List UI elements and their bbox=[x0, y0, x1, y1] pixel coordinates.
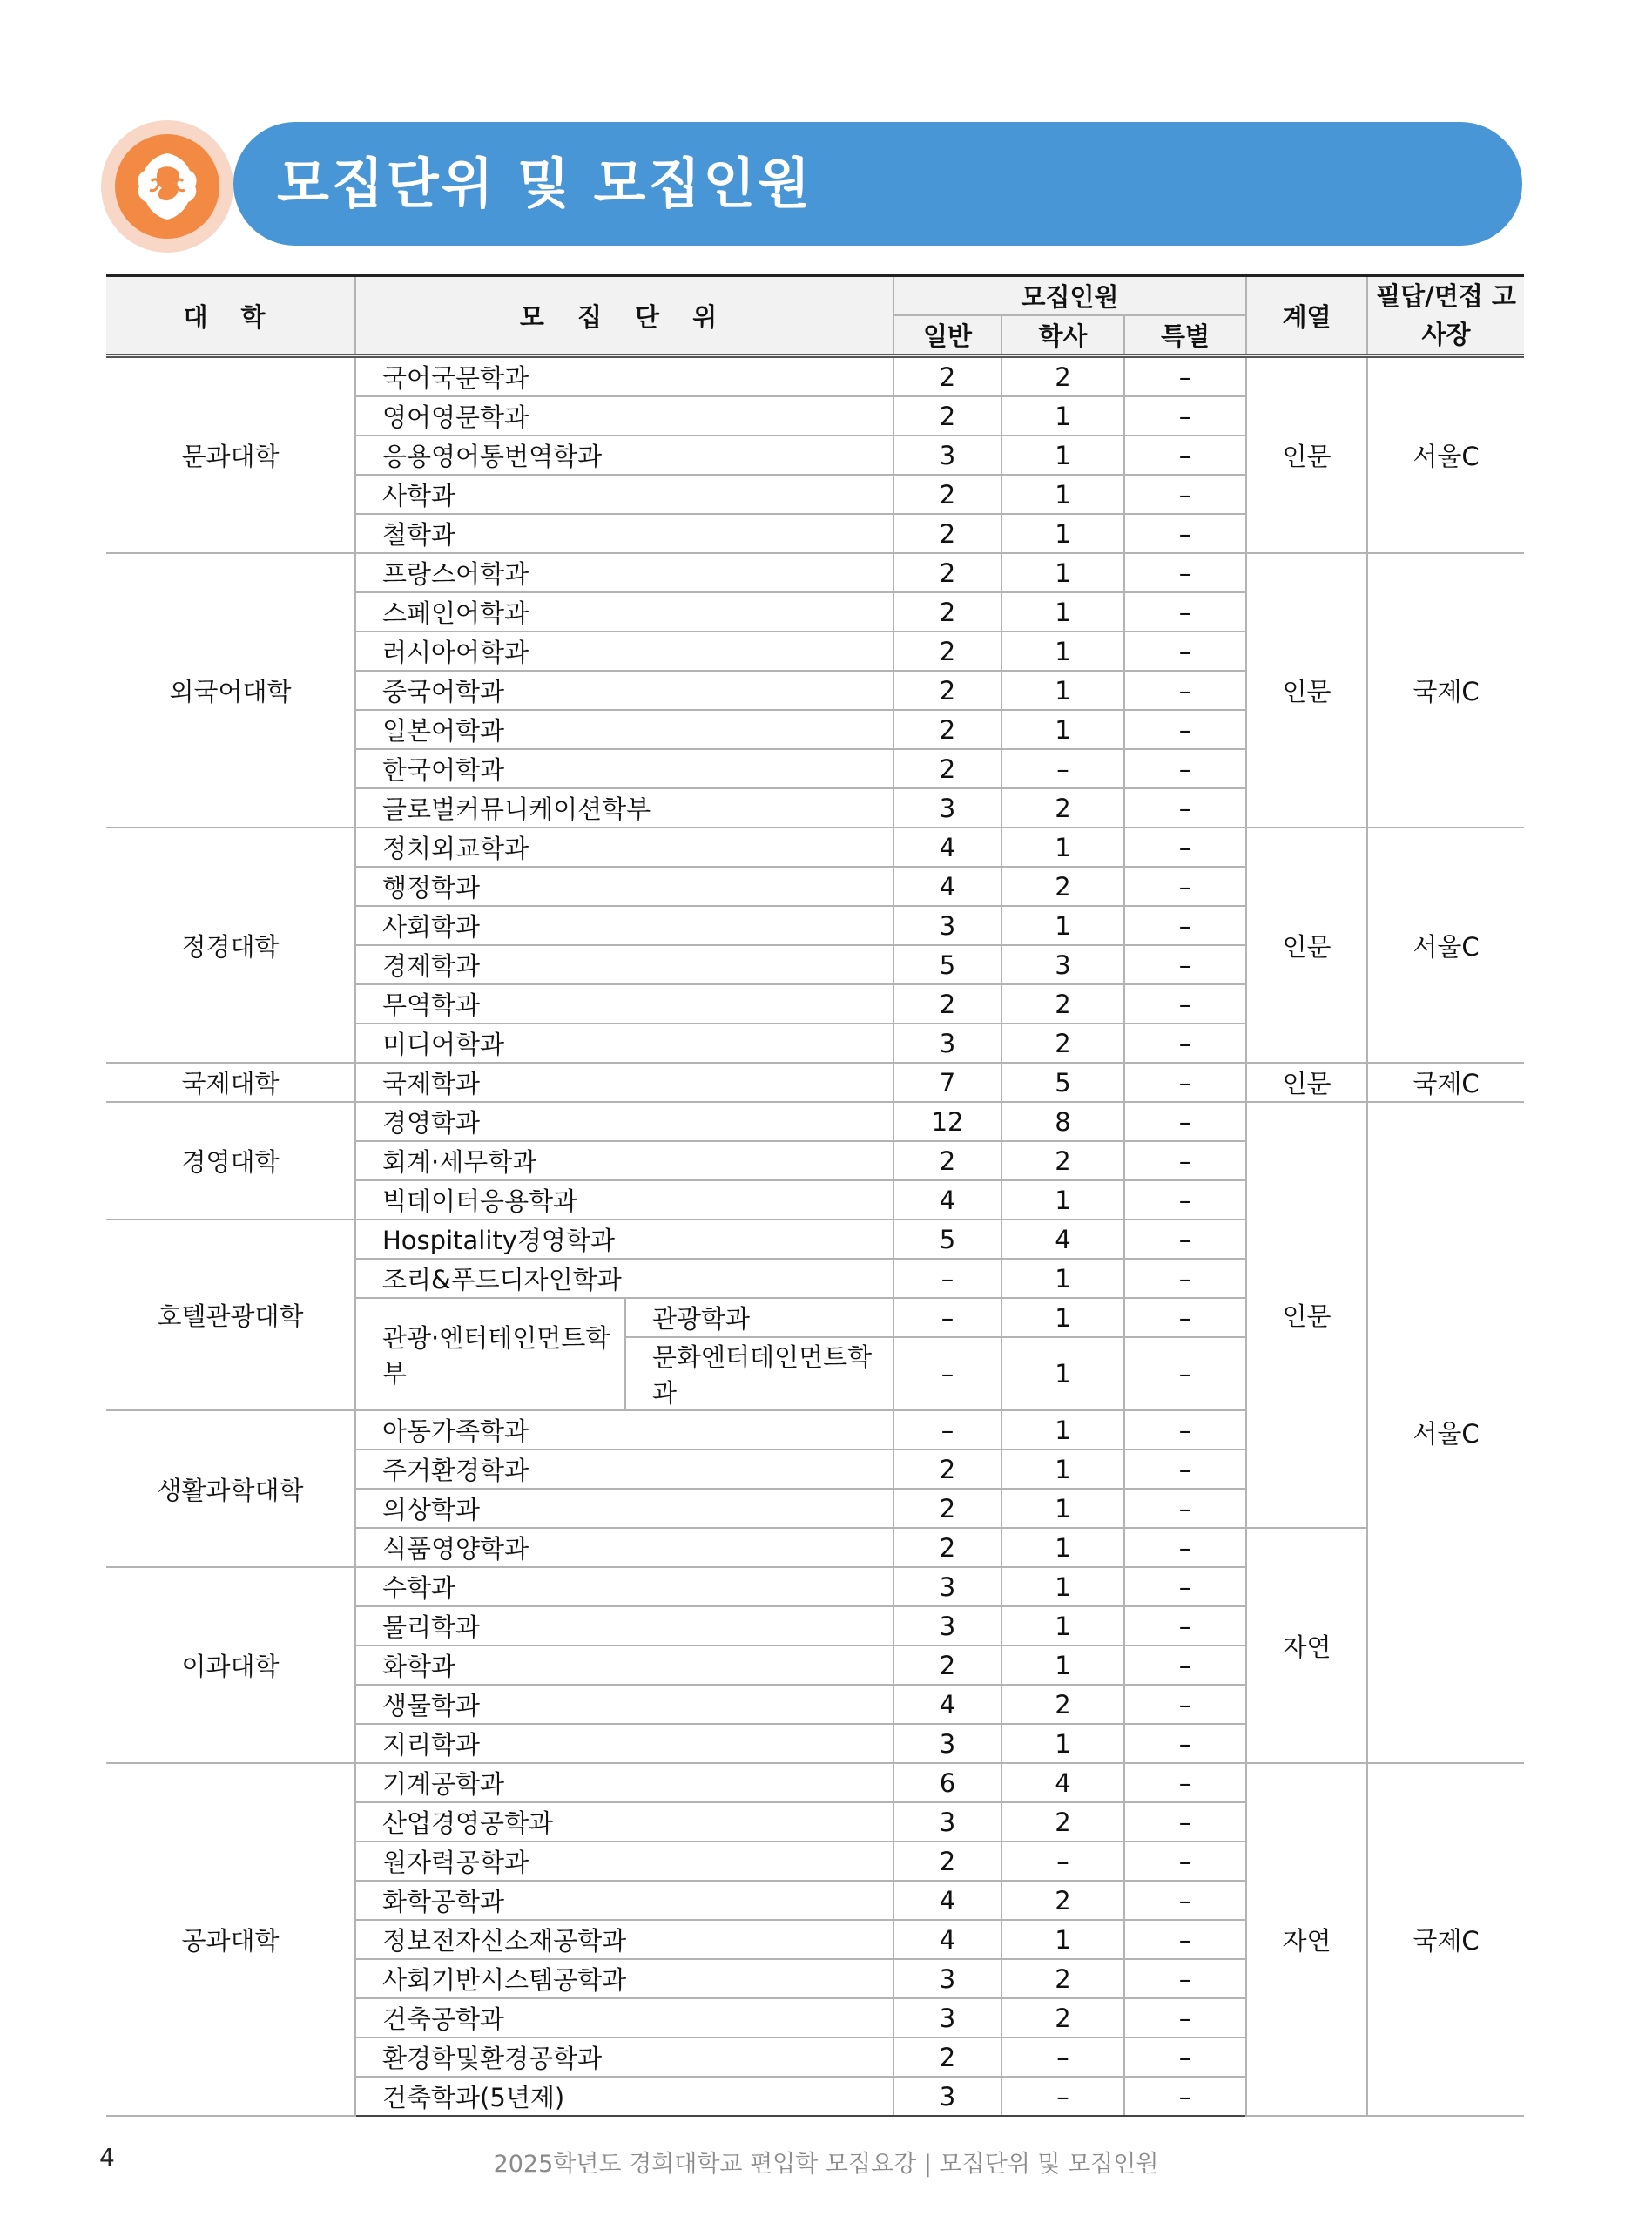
page-number: 4 bbox=[99, 2143, 115, 2172]
exam-cell: 국제C bbox=[1367, 553, 1524, 828]
bachelor-cell: – bbox=[1001, 2077, 1124, 2116]
unit-cell: 한국어학과 bbox=[355, 749, 893, 788]
special-cell: – bbox=[1124, 1724, 1246, 1763]
general-cell: 2 bbox=[893, 2037, 1001, 2077]
unit-cell: 국제학과 bbox=[355, 1063, 893, 1102]
special-cell: – bbox=[1124, 1141, 1246, 1180]
unit-cell: 원자력공학과 bbox=[355, 1841, 893, 1881]
general-cell: 3 bbox=[893, 1802, 1001, 1841]
unit-cell: 주거환경학과 bbox=[355, 1450, 893, 1489]
special-cell: – bbox=[1124, 1450, 1246, 1489]
bachelor-cell: 1 bbox=[1001, 553, 1124, 592]
special-cell: – bbox=[1124, 788, 1246, 828]
special-cell: – bbox=[1124, 867, 1246, 906]
exam-cell: 국제C bbox=[1367, 1063, 1524, 1102]
special-cell: – bbox=[1124, 1959, 1246, 1998]
special-cell: – bbox=[1124, 1063, 1246, 1102]
special-cell: – bbox=[1124, 356, 1246, 397]
bachelor-cell: 8 bbox=[1001, 1102, 1124, 1141]
unit-cell: 화학과 bbox=[355, 1645, 893, 1685]
college-cell: 이과대학 bbox=[106, 1567, 355, 1763]
footer-text: 2025학년도 경희대학교 편입학 모집요강 | 모집단위 및 모집인원 bbox=[493, 2151, 1159, 2178]
college-cell: 호텔관광대학 bbox=[106, 1220, 355, 1410]
general-cell: 3 bbox=[893, 1024, 1001, 1063]
general-cell: 2 bbox=[893, 710, 1001, 749]
general-cell: 3 bbox=[893, 906, 1001, 945]
general-cell: 3 bbox=[893, 1959, 1001, 1998]
header-unit: 모 집 단 위 bbox=[355, 276, 893, 356]
special-cell: – bbox=[1124, 945, 1246, 984]
bachelor-cell: 2 bbox=[1001, 1959, 1124, 1998]
special-cell: – bbox=[1124, 1337, 1246, 1410]
track-cell: 자연 bbox=[1246, 1528, 1367, 1763]
unit-cell: 산업경영공학과 bbox=[355, 1802, 893, 1841]
table-row bbox=[106, 1102, 1524, 1141]
special-cell: – bbox=[1124, 1024, 1246, 1063]
general-cell: 3 bbox=[893, 1567, 1001, 1606]
bachelor-cell: 2 bbox=[1001, 788, 1124, 828]
bachelor-cell: 1 bbox=[1001, 632, 1124, 671]
bachelor-cell: 3 bbox=[1001, 945, 1124, 984]
logo bbox=[101, 120, 233, 253]
unit-cell: 무역학과 bbox=[355, 984, 893, 1024]
exam-cell: 서울C bbox=[1367, 828, 1524, 1063]
bachelor-cell: 1 bbox=[1001, 475, 1124, 514]
special-cell: – bbox=[1124, 1102, 1246, 1141]
bachelor-cell: 1 bbox=[1001, 396, 1124, 436]
exam-cell: 서울C bbox=[1367, 1102, 1524, 1763]
bachelor-cell: – bbox=[1001, 1841, 1124, 1881]
table-row bbox=[106, 828, 1524, 867]
general-cell: 7 bbox=[893, 1063, 1001, 1102]
general-cell: 2 bbox=[893, 553, 1001, 592]
special-cell: – bbox=[1124, 514, 1246, 553]
special-cell: – bbox=[1124, 1920, 1246, 1959]
bachelor-cell: 2 bbox=[1001, 1881, 1124, 1920]
title-banner bbox=[233, 122, 1522, 246]
bachelor-cell: 1 bbox=[1001, 671, 1124, 710]
table-row bbox=[106, 1063, 1524, 1102]
college-cell: 국제대학 bbox=[106, 1063, 355, 1102]
college-cell: 생활과학대학 bbox=[106, 1410, 355, 1567]
bachelor-cell: 1 bbox=[1001, 1645, 1124, 1685]
unit-cell: 중국어학과 bbox=[355, 671, 893, 710]
special-cell: – bbox=[1124, 436, 1246, 475]
unit-cell: 수학과 bbox=[355, 1567, 893, 1606]
general-cell: 5 bbox=[893, 1220, 1001, 1259]
recruitment-table bbox=[106, 274, 1524, 2117]
bachelor-cell: 1 bbox=[1001, 1298, 1124, 1337]
general-cell: 2 bbox=[893, 749, 1001, 788]
general-cell: 2 bbox=[893, 592, 1001, 632]
college-cell: 문과대학 bbox=[106, 356, 355, 554]
bachelor-cell: 1 bbox=[1001, 514, 1124, 553]
header-exam: 필답/면접 고사장 bbox=[1367, 276, 1524, 356]
general-cell: 2 bbox=[893, 1841, 1001, 1881]
bachelor-cell: 1 bbox=[1001, 1567, 1124, 1606]
bachelor-cell: 4 bbox=[1001, 1763, 1124, 1802]
bachelor-cell: 1 bbox=[1001, 1410, 1124, 1450]
bachelor-cell: 2 bbox=[1001, 356, 1124, 397]
bachelor-cell: – bbox=[1001, 2037, 1124, 2077]
header-college: 대 학 bbox=[106, 276, 355, 356]
special-cell: – bbox=[1124, 475, 1246, 514]
bachelor-cell: 1 bbox=[1001, 1259, 1124, 1298]
college-cell: 외국어대학 bbox=[106, 553, 355, 828]
general-cell: 3 bbox=[893, 2077, 1001, 2116]
unit-cell: 행정학과 bbox=[355, 867, 893, 906]
bachelor-cell: 1 bbox=[1001, 710, 1124, 749]
general-cell: 2 bbox=[893, 632, 1001, 671]
table-row bbox=[106, 356, 1524, 397]
special-cell: – bbox=[1124, 1220, 1246, 1259]
special-cell: – bbox=[1124, 2037, 1246, 2077]
bachelor-cell: 1 bbox=[1001, 592, 1124, 632]
header-general: 일반 bbox=[893, 315, 1001, 356]
general-cell: 3 bbox=[893, 788, 1001, 828]
general-cell: 2 bbox=[893, 1141, 1001, 1180]
general-cell: 3 bbox=[893, 1724, 1001, 1763]
bachelor-cell: 5 bbox=[1001, 1063, 1124, 1102]
general-cell: 2 bbox=[893, 396, 1001, 436]
track-cell: 자연 bbox=[1246, 1763, 1367, 2116]
general-cell: 2 bbox=[893, 514, 1001, 553]
general-cell: 2 bbox=[893, 671, 1001, 710]
unit-cell: 환경학및환경공학과 bbox=[355, 2037, 893, 2077]
special-cell: – bbox=[1124, 749, 1246, 788]
unit-cell: 정보전자신소재공학과 bbox=[355, 1920, 893, 1959]
general-cell: 5 bbox=[893, 945, 1001, 984]
unit-cell: 경영학과 bbox=[355, 1102, 893, 1141]
special-cell: – bbox=[1124, 1259, 1246, 1298]
unit-cell: 미디어학과 bbox=[355, 1024, 893, 1063]
special-cell: – bbox=[1124, 1881, 1246, 1920]
bachelor-cell: 1 bbox=[1001, 1337, 1124, 1410]
special-cell: – bbox=[1124, 906, 1246, 945]
special-cell: – bbox=[1124, 1567, 1246, 1606]
unit-cell: 식품영양학과 bbox=[355, 1528, 893, 1567]
general-cell: 4 bbox=[893, 1685, 1001, 1724]
bachelor-cell: 1 bbox=[1001, 1606, 1124, 1645]
general-cell: 4 bbox=[893, 1920, 1001, 1959]
unit-cell: 정치외교학과 bbox=[355, 828, 893, 867]
header-bachelor: 학사 bbox=[1001, 315, 1124, 356]
special-cell: – bbox=[1124, 710, 1246, 749]
bachelor-cell: 2 bbox=[1001, 1998, 1124, 2037]
unit-cell: 사학과 bbox=[355, 475, 893, 514]
general-cell: 12 bbox=[893, 1102, 1001, 1141]
unit-cell: 조리&푸드디자인학과 bbox=[355, 1259, 893, 1298]
exam-cell: 국제C bbox=[1367, 1763, 1524, 2116]
bachelor-cell: 1 bbox=[1001, 828, 1124, 867]
exam-cell: 서울C bbox=[1367, 356, 1524, 554]
unit-cell: 경제학과 bbox=[355, 945, 893, 984]
bachelor-cell: 1 bbox=[1001, 1920, 1124, 1959]
special-cell: – bbox=[1124, 1410, 1246, 1450]
bachelor-cell: 1 bbox=[1001, 906, 1124, 945]
bachelor-cell: 1 bbox=[1001, 1724, 1124, 1763]
bachelor-cell: 2 bbox=[1001, 1802, 1124, 1841]
unit-cell: 관광학과 bbox=[625, 1298, 893, 1337]
unit-cell: 건축공학과 bbox=[355, 1998, 893, 2037]
header-quota: 모집인원 bbox=[893, 276, 1246, 316]
table-row bbox=[106, 553, 1524, 592]
unit-cell: 아동가족학과 bbox=[355, 1410, 893, 1450]
college-cell: 정경대학 bbox=[106, 828, 355, 1063]
bachelor-cell: 2 bbox=[1001, 1685, 1124, 1724]
track-cell: 인문 bbox=[1246, 356, 1367, 554]
unit-cell: 물리학과 bbox=[355, 1606, 893, 1645]
unit-cell: 국어국문학과 bbox=[355, 356, 893, 397]
special-cell: – bbox=[1124, 1802, 1246, 1841]
unit-cell: 스페인어학과 bbox=[355, 592, 893, 632]
college-cell: 공과대학 bbox=[106, 1763, 355, 2116]
bachelor-cell: 1 bbox=[1001, 1450, 1124, 1489]
special-cell: – bbox=[1124, 1685, 1246, 1724]
division-cell: 관광·엔터테인먼트학부 bbox=[355, 1298, 625, 1410]
track-cell: 인문 bbox=[1246, 553, 1367, 828]
unit-cell: 일본어학과 bbox=[355, 710, 893, 749]
unit-cell: 응용영어통번역학과 bbox=[355, 436, 893, 475]
special-cell: – bbox=[1124, 2077, 1246, 2116]
unit-cell: 사회학과 bbox=[355, 906, 893, 945]
header-track: 계열 bbox=[1246, 276, 1367, 356]
special-cell: – bbox=[1124, 553, 1246, 592]
special-cell: – bbox=[1124, 1606, 1246, 1645]
unit-cell: 건축학과(5년제) bbox=[355, 2077, 893, 2116]
special-cell: – bbox=[1124, 1998, 1246, 2037]
general-cell: 2 bbox=[893, 475, 1001, 514]
bachelor-cell: 2 bbox=[1001, 1024, 1124, 1063]
unit-cell: 프랑스어학과 bbox=[355, 553, 893, 592]
special-cell: – bbox=[1124, 1298, 1246, 1337]
unit-cell: 의상학과 bbox=[355, 1489, 893, 1528]
special-cell: – bbox=[1124, 1489, 1246, 1528]
unit-cell: 회계·세무학과 bbox=[355, 1141, 893, 1180]
unit-cell: Hospitality경영학과 bbox=[355, 1220, 893, 1259]
general-cell: – bbox=[893, 1337, 1001, 1410]
general-cell: – bbox=[893, 1298, 1001, 1337]
special-cell: – bbox=[1124, 671, 1246, 710]
general-cell: 4 bbox=[893, 867, 1001, 906]
general-cell: 6 bbox=[893, 1763, 1001, 1802]
track-cell: 인문 bbox=[1246, 1063, 1367, 1102]
bachelor-cell: 2 bbox=[1001, 1141, 1124, 1180]
track-cell: 인문 bbox=[1246, 828, 1367, 1063]
bachelor-cell: 1 bbox=[1001, 1528, 1124, 1567]
special-cell: – bbox=[1124, 1763, 1246, 1802]
general-cell: 4 bbox=[893, 828, 1001, 867]
unit-cell: 글로벌커뮤니케이션학부 bbox=[355, 788, 893, 828]
general-cell: 3 bbox=[893, 1606, 1001, 1645]
bachelor-cell: 2 bbox=[1001, 984, 1124, 1024]
unit-cell: 사회기반시스템공학과 bbox=[355, 1959, 893, 1998]
lion-logo-icon bbox=[115, 134, 219, 239]
bachelor-cell: 2 bbox=[1001, 867, 1124, 906]
unit-cell: 기계공학과 bbox=[355, 1763, 893, 1802]
special-cell: – bbox=[1124, 1528, 1246, 1567]
general-cell: 3 bbox=[893, 436, 1001, 475]
track-cell: 인문 bbox=[1246, 1102, 1367, 1528]
general-cell: – bbox=[893, 1259, 1001, 1298]
table-row bbox=[106, 1763, 1524, 1802]
special-cell: – bbox=[1124, 1645, 1246, 1685]
special-cell: – bbox=[1124, 828, 1246, 867]
unit-cell: 문화엔터테인먼트학과 bbox=[625, 1337, 893, 1410]
general-cell: 3 bbox=[893, 1998, 1001, 2037]
unit-cell: 러시아어학과 bbox=[355, 632, 893, 671]
special-cell: – bbox=[1124, 1841, 1246, 1881]
general-cell: 2 bbox=[893, 1489, 1001, 1528]
general-cell: 2 bbox=[893, 984, 1001, 1024]
bachelor-cell: 1 bbox=[1001, 1489, 1124, 1528]
lion-icon bbox=[132, 150, 202, 223]
unit-cell: 화학공학과 bbox=[355, 1881, 893, 1920]
unit-cell: 생물학과 bbox=[355, 1685, 893, 1724]
general-cell: 2 bbox=[893, 1645, 1001, 1685]
bachelor-cell: – bbox=[1001, 749, 1124, 788]
unit-cell: 지리학과 bbox=[355, 1724, 893, 1763]
special-cell: – bbox=[1124, 1180, 1246, 1220]
bachelor-cell: 4 bbox=[1001, 1220, 1124, 1259]
special-cell: – bbox=[1124, 984, 1246, 1024]
general-cell: 4 bbox=[893, 1881, 1001, 1920]
bachelor-cell: 1 bbox=[1001, 436, 1124, 475]
unit-cell: 영어영문학과 bbox=[355, 396, 893, 436]
header-special: 특별 bbox=[1124, 315, 1246, 356]
general-cell: 2 bbox=[893, 1528, 1001, 1567]
general-cell: 2 bbox=[893, 356, 1001, 397]
bachelor-cell: 1 bbox=[1001, 1180, 1124, 1220]
page-title: 모집단위 및 모집인원 bbox=[277, 152, 813, 215]
unit-cell: 철학과 bbox=[355, 514, 893, 553]
general-cell: 4 bbox=[893, 1180, 1001, 1220]
special-cell: – bbox=[1124, 632, 1246, 671]
special-cell: – bbox=[1124, 592, 1246, 632]
general-cell: 2 bbox=[893, 1450, 1001, 1489]
special-cell: – bbox=[1124, 396, 1246, 436]
unit-cell: 빅데이터응용학과 bbox=[355, 1180, 893, 1220]
general-cell: – bbox=[893, 1410, 1001, 1450]
college-cell: 경영대학 bbox=[106, 1102, 355, 1220]
